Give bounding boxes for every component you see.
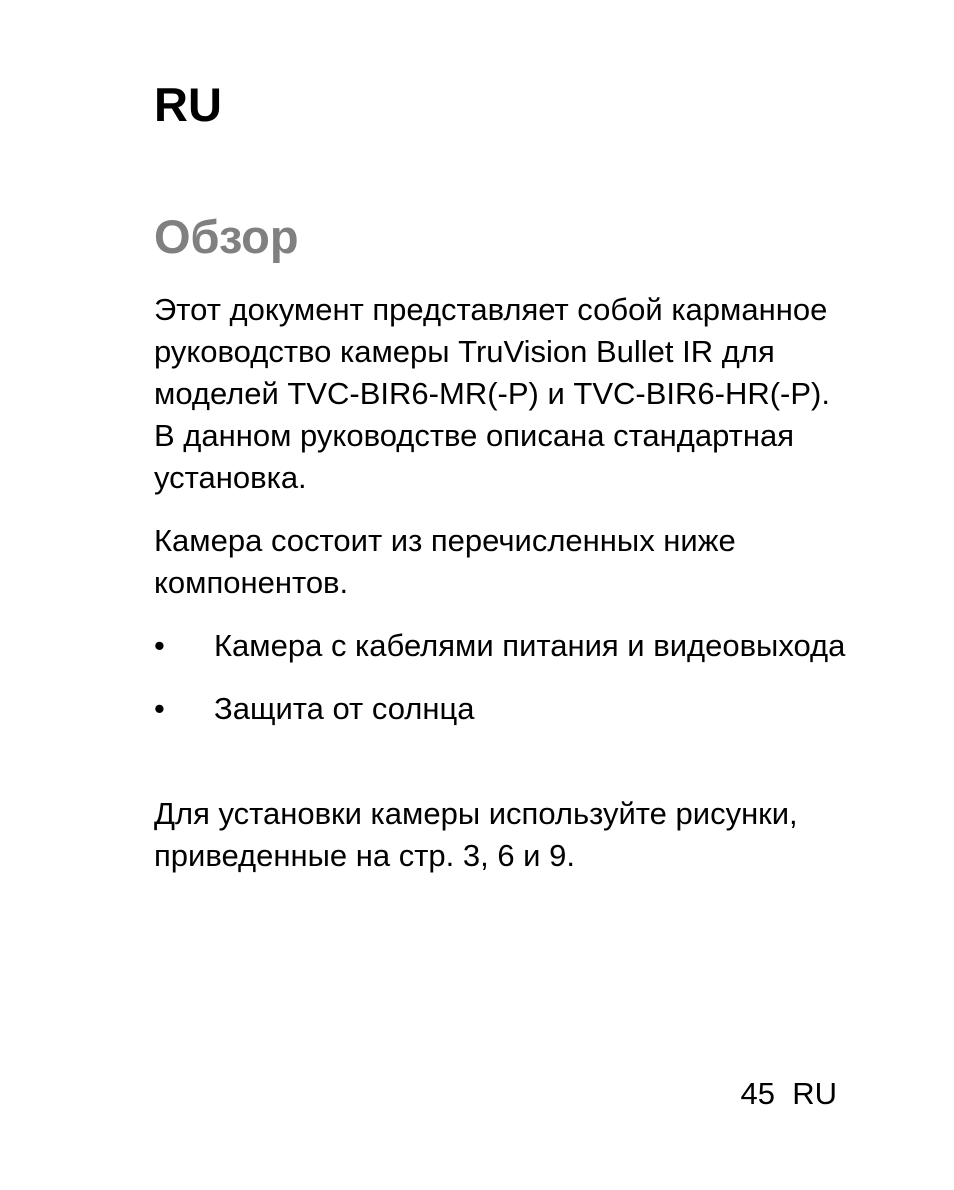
list-item [154,688,854,730]
footer-language-code: RU [792,1076,837,1111]
list-item-text: Защита от солнца [214,691,475,726]
instructions-paragraph: Для установки камеры используйте рисунки, приведенные на стр. 3, 6 и 9. [154,796,798,873]
components-intro-paragraph: Камера состоит из перечисленных ниже компонентов. [154,523,736,600]
bullet-icon: • [154,628,165,663]
section-title: Обзор [154,210,299,263]
list-item [154,625,854,667]
list-item-text: Камера с кабелями питания и видеовыхода [214,628,846,663]
page-footer [741,1074,838,1114]
language-code-heading: RU [154,78,222,131]
intro-paragraph: Этот документ представляет собой карманное руководство камеры TruVision Bullet IR для моделей TVC-BIR6-MR(-P) и TVC-BIR6-HR(-P). В данном руководстве описана стандартная установка. [154,292,830,495]
page-number: 45 [740,1076,775,1111]
components-list [154,625,854,730]
bullet-icon: • [154,691,165,726]
